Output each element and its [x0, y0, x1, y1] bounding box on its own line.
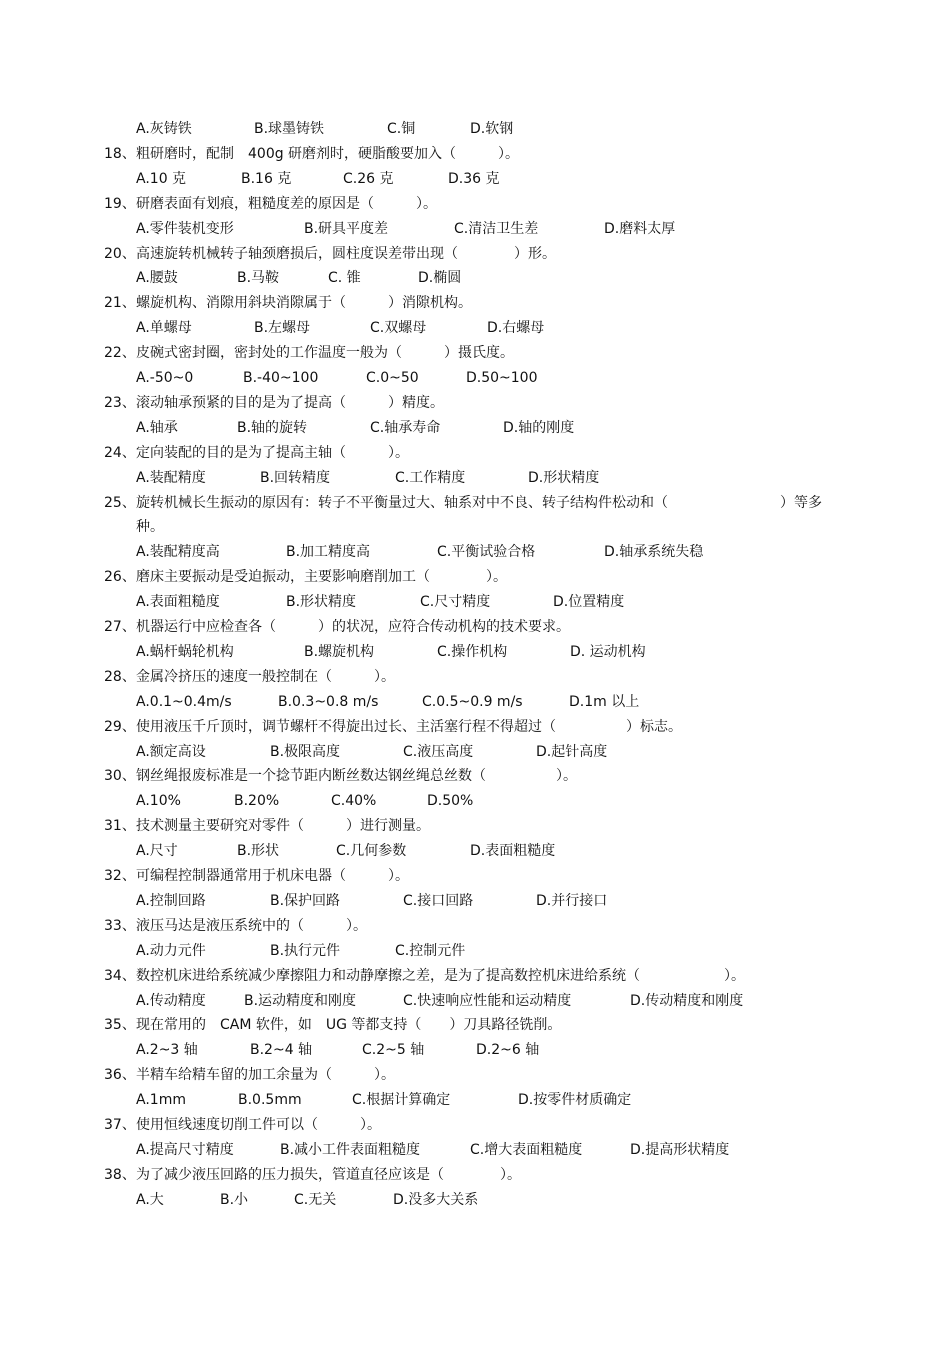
question-line-continued	[0, 515, 950, 539]
answer-option: D.轴的刚度	[503, 419, 575, 436]
question-text: 现在常用的 CAM 软件，如 UG 等都支持（ ）刀具路径铣削。	[136, 1017, 562, 1034]
question-number: 18、	[104, 145, 136, 162]
question-text: 钢丝绳报废标准是一个捻节距内断丝数达钢丝绳总丝数（ ）。	[136, 768, 577, 785]
question-text: 研磨表面有划痕，粗糙度差的原因是（ ）。	[136, 195, 437, 212]
answer-option: D.2~6 轴	[476, 1042, 540, 1059]
answer-option: A.10 克	[136, 170, 187, 187]
question-text: 为了减少液压回路的压力损失，管道直径应该是（ ）。	[136, 1166, 521, 1183]
options-line	[0, 889, 950, 913]
question-number: 25、	[104, 494, 136, 511]
question-line	[0, 491, 950, 515]
answer-option: A.控制回路	[136, 892, 206, 909]
question-text: 金属冷挤压的速度一般控制在（ ）。	[136, 668, 395, 685]
question-number: 22、	[104, 345, 136, 362]
answer-option: A.动力元件	[136, 942, 206, 959]
options-line	[0, 640, 950, 664]
answer-option: A.腰鼓	[136, 270, 178, 287]
answer-option: D.轴承系统失稳	[604, 544, 704, 561]
question-number: 21、	[104, 295, 136, 312]
answer-option: A.1mm	[136, 1092, 186, 1109]
answer-option: D.1m 以上	[569, 693, 640, 710]
answer-option: D.右螺母	[487, 320, 545, 337]
options-line	[0, 690, 950, 714]
answer-option: B.小	[220, 1191, 249, 1208]
answer-option: C.双螺母	[370, 320, 427, 337]
answer-option: B.运动精度和刚度	[244, 992, 357, 1009]
question-number: 29、	[104, 718, 136, 735]
answer-option: C.铜	[387, 121, 416, 137]
answer-option: D.表面粗糙度	[470, 843, 556, 860]
question-number: 28、	[104, 668, 136, 685]
question-line	[0, 565, 950, 589]
question-number: 38、	[104, 1166, 136, 1183]
answer-option: C. 锥	[328, 270, 361, 287]
question-number: 36、	[104, 1067, 136, 1084]
question-text: 皮碗式密封圈，密封处的工作温度一般为（ ）摄氏度。	[136, 345, 514, 362]
answer-option: A.2~3 轴	[136, 1042, 198, 1059]
question-text: 使用液压千斤顶时，调节螺杆不得旋出过长、主活塞行程不得超过（ ）标志。	[136, 718, 682, 735]
answer-option: B.减小工件表面粗糙度	[280, 1141, 421, 1158]
answer-option: B.形状精度	[286, 594, 357, 611]
answer-option: D.传动精度和刚度	[630, 992, 744, 1009]
answer-option: C.40%	[331, 793, 377, 810]
question-text: 数控机床进给系统减少摩擦阻力和动静摩擦之差，是为了提高数控机床进给系统（ ）。	[136, 967, 745, 984]
answer-option: A.0.1~0.4m/s	[136, 693, 232, 710]
answer-option: D.起针高度	[536, 743, 608, 760]
answer-option: C.轴承寿命	[370, 419, 441, 436]
answer-option: A.表面粗糙度	[136, 594, 220, 611]
answer-option: A.传动精度	[136, 992, 206, 1009]
question-text-continued: 种。	[136, 519, 164, 536]
options-line	[0, 1188, 950, 1212]
answer-option: C.操作机构	[437, 643, 508, 660]
options-line	[0, 217, 950, 241]
question-text: 滚动轴承预紧的目的是为了提高（ ）精度。	[136, 394, 444, 411]
answer-option: B.-40~100	[243, 370, 319, 386]
options-line	[0, 1138, 950, 1162]
answer-option: A.灰铸铁	[136, 121, 192, 137]
question-text: 粗研磨时，配制 400g 研磨剂时，硬脂酸要加入（ ）。	[136, 145, 520, 162]
question-number: 23、	[104, 394, 136, 411]
answer-option: D.没多大关系	[393, 1191, 479, 1208]
answer-option: B.回转精度	[260, 469, 331, 486]
answer-option: A.额定高设	[136, 743, 206, 760]
question-line	[0, 1163, 950, 1187]
question-text: 机器运行中应检查各（ ）的状况，应符合传动机构的技术要求。	[136, 619, 570, 635]
answer-option: B.螺旋机构	[304, 643, 375, 660]
answer-option: C.接口回路	[403, 892, 474, 909]
question-number: 35、	[104, 1017, 136, 1034]
answer-option: C.尺寸精度	[420, 594, 491, 611]
question-text: 定向装配的目的是为了提高主轴（ ）。	[136, 444, 409, 461]
options-line	[0, 416, 950, 440]
question-line	[0, 1013, 950, 1037]
answer-option: A.零件装机变形	[136, 220, 234, 237]
question-line	[0, 142, 950, 166]
question-number: 31、	[104, 818, 136, 835]
question-text: 技术测量主要研究对零件（ ）进行测量。	[136, 818, 430, 835]
options-line	[0, 167, 950, 191]
answer-option: B.轴的旋转	[237, 419, 308, 436]
answer-option: C.控制元件	[395, 942, 466, 959]
question-line	[0, 914, 950, 938]
answer-option: B.0.3~0.8 m/s	[278, 693, 379, 710]
answer-option: A.装配精度高	[136, 544, 220, 561]
options-line	[0, 789, 950, 813]
question-text: 螺旋机构、消隙用斜块消隙属于（ ）消隙机构。	[136, 295, 472, 312]
question-line	[0, 715, 950, 739]
answer-option: A.装配精度	[136, 469, 206, 486]
answer-option: B.20%	[234, 793, 280, 810]
answer-option: B.保护回路	[270, 892, 341, 909]
options-line	[0, 1038, 950, 1062]
answer-option: C.工作精度	[395, 469, 466, 486]
options-line	[0, 590, 950, 614]
answer-option: C.26 克	[343, 170, 394, 187]
question-number: 32、	[104, 868, 136, 884]
question-text: 可编程控制器通常用于机床电器（ ）。	[136, 868, 409, 884]
question-number: 19、	[104, 195, 136, 212]
answer-option: B.球墨铸铁	[254, 121, 325, 137]
answer-option: A.单螺母	[136, 320, 192, 337]
question-number: 27、	[104, 619, 136, 635]
answer-option: B.马鞍	[237, 270, 280, 287]
question-line	[0, 242, 950, 266]
question-text: 液压马达是液压系统中的（ ）。	[136, 917, 367, 934]
options-line	[0, 839, 950, 863]
answer-option: D.36 克	[448, 170, 500, 187]
question-line	[0, 391, 950, 415]
answer-option: B.极限高度	[270, 743, 341, 760]
question-number: 37、	[104, 1117, 136, 1133]
answer-option: A.尺寸	[136, 843, 178, 860]
answer-option: C.无关	[294, 1191, 337, 1208]
answer-option: C.根据计算确定	[352, 1092, 451, 1109]
options-line	[0, 1088, 950, 1112]
answer-option: B.16 克	[241, 170, 292, 187]
answer-option: B.2~4 轴	[250, 1042, 313, 1059]
answer-option: C.0~50	[366, 370, 419, 386]
answer-option: B.研具平度差	[304, 220, 389, 237]
options-line	[0, 540, 950, 564]
question-line	[0, 864, 950, 888]
question-line	[0, 764, 950, 788]
answer-option: D.50%	[427, 793, 474, 810]
answer-option: A.-50~0	[136, 370, 194, 386]
answer-option: A.提高尺寸精度	[136, 1141, 234, 1158]
answer-option: C.快速响应性能和运动精度	[403, 992, 572, 1009]
answer-option: A.10%	[136, 793, 181, 810]
question-text: 高速旋转机械转子轴颈磨损后，圆柱度误差带出现（ ）形。	[136, 245, 556, 262]
options-line	[0, 939, 950, 963]
question-number: 30、	[104, 768, 136, 785]
question-line	[0, 341, 950, 365]
answer-option: B.加工精度高	[286, 544, 371, 561]
answer-option: C.0.5~0.9 m/s	[422, 693, 523, 710]
options-line	[0, 117, 950, 141]
question-line	[0, 441, 950, 465]
answer-option: D.并行接口	[536, 892, 608, 909]
options-line	[0, 989, 950, 1013]
answer-option: A.蜗杆蜗轮机构	[136, 643, 234, 660]
question-number: 26、	[104, 569, 136, 586]
options-line	[0, 366, 950, 390]
question-line	[0, 1113, 950, 1137]
question-line	[0, 814, 950, 838]
answer-option: C.液压高度	[403, 743, 474, 760]
answer-option: D. 运动机构	[570, 643, 646, 660]
answer-option: C.平衡试验合格	[437, 544, 536, 561]
answer-option: B.形状	[237, 843, 280, 860]
answer-option: C.2~5 轴	[362, 1042, 425, 1059]
question-line	[0, 964, 950, 988]
answer-option: D.软钢	[470, 121, 514, 137]
answer-option: C.清洁卫生差	[454, 220, 539, 237]
question-text: 磨床主要振动是受迫振动，主要影响磨削加工（ ）。	[136, 569, 507, 586]
question-line	[0, 1063, 950, 1087]
question-line	[0, 291, 950, 315]
options-line	[0, 266, 950, 290]
answer-option: D.50~100	[466, 370, 538, 386]
question-number: 33、	[104, 917, 136, 934]
answer-option: A.轴承	[136, 419, 178, 436]
answer-option: B.左螺母	[254, 320, 311, 337]
answer-option: D.按零件材质确定	[518, 1092, 632, 1109]
answer-option: D.提高形状精度	[630, 1141, 730, 1158]
question-line	[0, 192, 950, 216]
options-line	[0, 316, 950, 340]
answer-option: D.椭圆	[418, 270, 462, 287]
question-line	[0, 615, 950, 639]
question-text: 使用恒线速度切削工件可以（ ）。	[136, 1117, 381, 1133]
question-text: 旋转机械长生振动的原因有：转子不平衡量过大、轴系对中不良、转子结构件松动和（ ）等多	[136, 494, 822, 511]
options-line	[0, 740, 950, 764]
answer-option: D.形状精度	[528, 469, 600, 486]
question-number: 24、	[104, 444, 136, 461]
answer-option: B.执行元件	[270, 942, 341, 959]
question-number: 20、	[104, 245, 136, 262]
answer-option: D.磨料太厚	[604, 220, 676, 237]
question-text: 半精车给精车留的加工余量为（ ）。	[136, 1067, 395, 1084]
question-number: 34、	[104, 967, 136, 984]
answer-option: C.增大表面粗糙度	[470, 1141, 583, 1158]
question-line	[0, 665, 950, 689]
answer-option: C.几何参数	[336, 843, 407, 860]
answer-option: B.0.5mm	[238, 1092, 302, 1109]
options-line	[0, 466, 950, 490]
answer-option: A.大	[136, 1191, 164, 1208]
answer-option: D.位置精度	[553, 594, 625, 611]
